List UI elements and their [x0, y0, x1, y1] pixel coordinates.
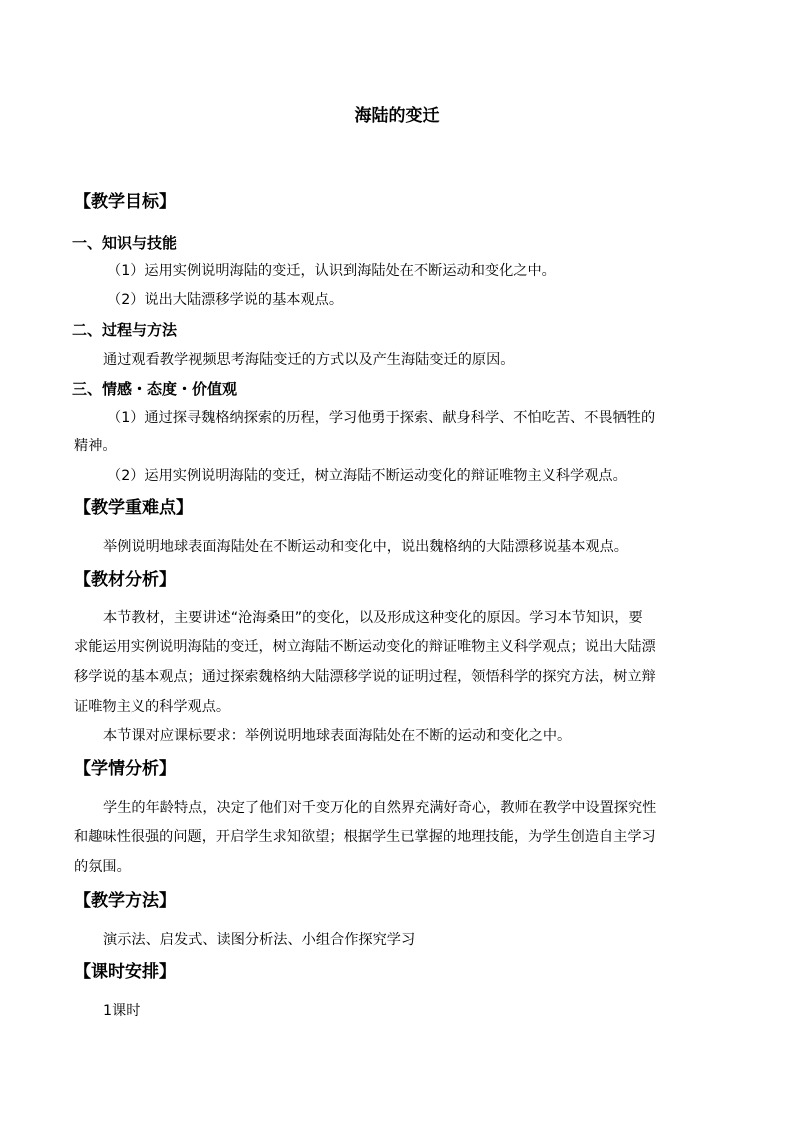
material-line-4: 证唯物主义的科学观点。 — [74, 699, 231, 715]
heading-knowledge-skills: 一、知识与技能 — [72, 234, 178, 252]
material-line-2: 求能运用实例说明海陆的变迁，树立海陆不断运动变化的辩证唯物主义科学观点；说出大陆漂 — [74, 639, 656, 655]
heading-material-analysis: 【教材分析】 — [74, 570, 176, 590]
emotion-item-2: （2）运用实例说明海陆的变迁，树立海陆不断运动变化的辩证唯物主义科学观点。 — [107, 468, 627, 484]
knowledge-item-2: （2）说出大陆漂移学说的基本观点。 — [107, 292, 344, 308]
heading-student-analysis: 【学情分析】 — [74, 759, 176, 779]
emotion-item-1-line-1: （1）通过探寻魏格纳探索的历程，学习他勇于探索、献身科学、不怕吃苦、不畏牺牲的 — [107, 410, 656, 426]
student-line-3: 的氛围。 — [74, 859, 131, 875]
schedule-text: 1课时 — [103, 1003, 141, 1019]
heading-key-points: 【教学重难点】 — [74, 498, 193, 518]
material-line-5: 本节课对应课标要求：举例说明地球表面海陆处在不断的运动和变化之中。 — [103, 728, 572, 744]
heading-process-method: 二、过程与方法 — [72, 321, 178, 339]
knowledge-item-1: （1）运用实例说明海陆的变迁，认识到海陆处在不断运动和变化之中。 — [107, 263, 556, 279]
process-text: 通过观看教学视频思考海陆变迁的方式以及产生海陆变迁的原因。 — [103, 352, 515, 368]
heading-teaching-methods: 【教学方法】 — [74, 891, 176, 911]
emotion-item-1-line-2: 精神。 — [74, 438, 117, 454]
material-line-1: 本节教材，主要讲述“沧海桑田”的变化，以及形成这种变化的原因。学习本节知识，要 — [103, 610, 643, 626]
heading-emotion-values: 三、情感・态度・价值观 — [72, 380, 238, 398]
heading-teaching-goals: 【教学目标】 — [74, 192, 176, 212]
key-points-text: 举例说明地球表面海陆处在不断运动和变化中，说出魏格纳的大陆漂移说基本观点。 — [103, 539, 628, 555]
teaching-methods-text: 演示法、启发式、读图分析法、小组合作探究学习 — [103, 932, 416, 948]
material-line-3: 移学说的基本观点；通过探索魏格纳大陆漂移学说的证明过程，领悟科学的探究方法，树立辩 — [74, 669, 656, 685]
student-line-1: 学生的年龄特点，决定了他们对千变万化的自然界充满好奇心，教师在教学中设置探究性 — [103, 800, 657, 816]
student-line-2: 和趣味性很强的问题，开启学生求知欲望；根据学生已掌握的地理技能，为学生创造自主学习 — [74, 829, 656, 845]
document-title: 海陆的变迁 — [354, 106, 440, 126]
heading-schedule: 【课时安排】 — [74, 962, 176, 982]
